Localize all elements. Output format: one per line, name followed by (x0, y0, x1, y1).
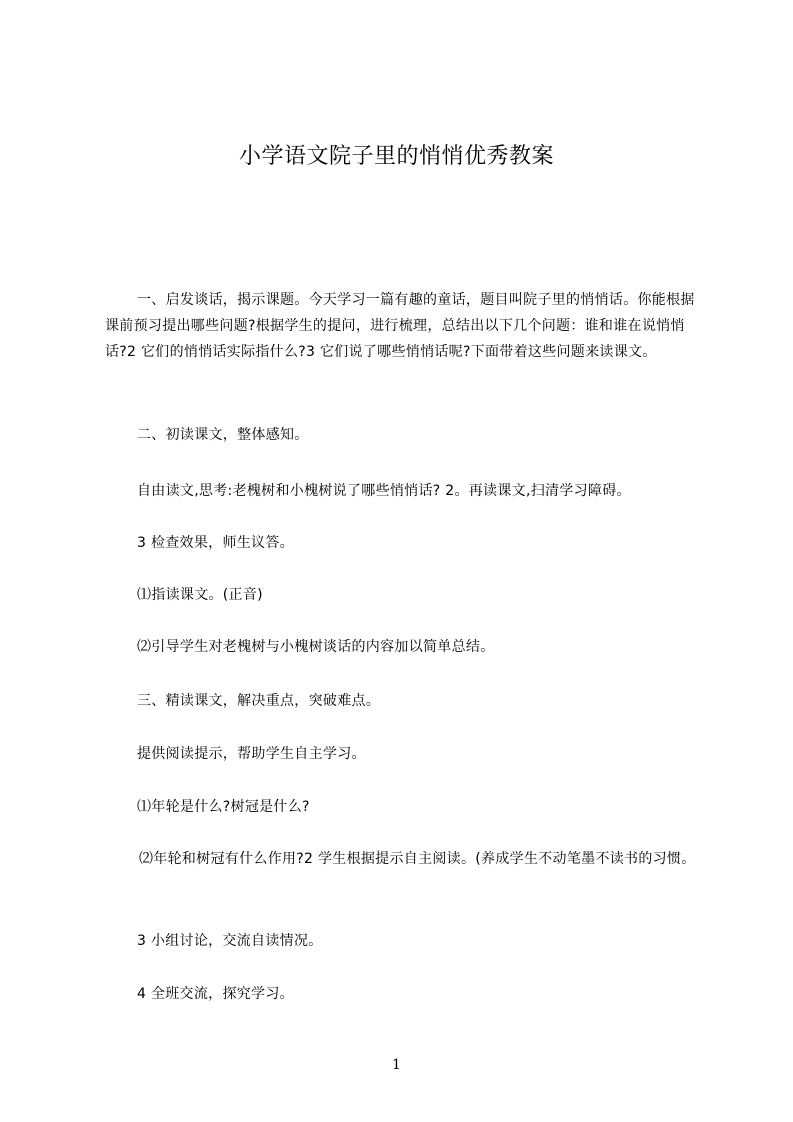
paragraph-group-discussion: 3 小组讨论，交流自读情况。 (137, 933, 323, 949)
paragraph-question-1: ⑴年轮是什么?树冠是什么? (137, 799, 310, 815)
paragraph-question-2: ⑵年轮和树冠有什么作用?2 学生根据提示自主阅读。(养成学生不动笔墨不读书的习惯。 (139, 851, 696, 867)
paragraph-intro: 一、启发谈话，揭示课题。今天学习一篇有趣的童话，题目叫院子里的悄悄话。你能根据课前预习提出哪些问题?根据学生的提问，进行梳理，总结出以下几个问题：谁和谁在说悄悄话?2 它们的悄悄话实际指什么?3 它们说了哪些悄悄话呢?下面带着这些问题来读课文。 (105, 292, 695, 360)
section-heading-close-reading: 三、精读课文，解决重点，突破难点。 (137, 693, 381, 709)
paragraph-step-2: ⑵引导学生对老槐树与小槐树谈话的内容加以简单总结。 (137, 639, 495, 655)
document-title: 小学语文院子里的悄悄优秀教案 (238, 144, 554, 169)
paragraph-class-exchange: 4 全班交流，探究学习。 (137, 986, 294, 1002)
section-heading-initial-reading: 二、初读课文，整体感知。 (137, 427, 309, 443)
paragraph-step-1: ⑴指读课文。(正音) (137, 587, 263, 603)
paragraph-reading-hint: 提供阅读提示，帮助学生自主学习。 (137, 746, 366, 762)
page-number: 1 (392, 1057, 401, 1073)
paragraph-check-effect: 3 检查效果，师生议答。 (137, 535, 294, 551)
paragraph-free-reading: 自由读文,思考:老槐树和小槐树说了哪些悄悄话? 2。再读课文,扫清学习障碍。 (137, 483, 631, 499)
